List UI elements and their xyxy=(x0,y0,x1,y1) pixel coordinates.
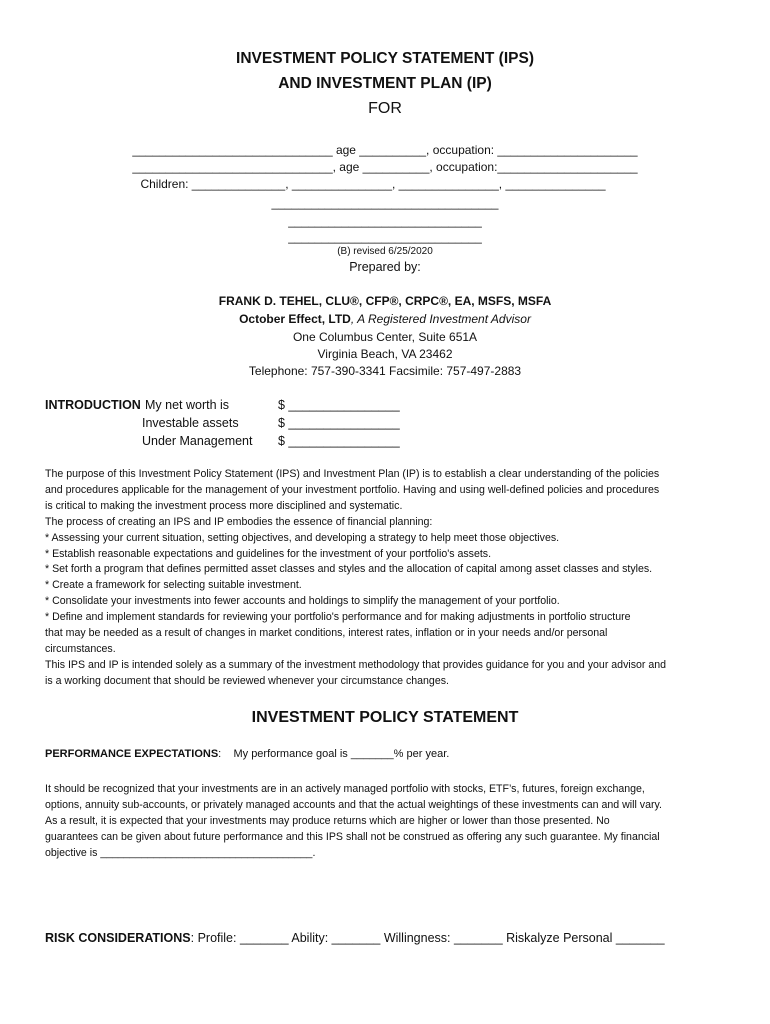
risk-label: RISK CONSIDERATIONS xyxy=(45,931,191,945)
performance-label: PERFORMANCE EXPECTATIONS xyxy=(45,748,219,760)
contact-phone-fax: Telephone: 757-390-3341 Facsimile: 757-497-2883 xyxy=(248,364,522,378)
purpose-line: This IPS and IP is intended solely as a summary of the investment methodology that provides guidance for you and your advisor and xyxy=(45,658,667,671)
financial-objective-field[interactable]: objective is ____________________________________. xyxy=(45,846,316,859)
document-title-line2: AND INVESTMENT PLAN (IP) xyxy=(278,75,492,92)
blank-line-3[interactable]: _____________________________ xyxy=(288,230,482,244)
net-worth-label: My net worth is xyxy=(145,398,230,412)
purpose-bullet: * Assessing your current situation, setting objectives, and developing a strategy to help meet those objectives. xyxy=(45,531,560,544)
address-line-2: Virginia Beach, VA 23462 xyxy=(317,347,453,361)
revision-date: (B) revised 6/25/2020 xyxy=(337,246,433,257)
purpose-line: is a working document that should be reviewed whenever your circumstance changes. xyxy=(45,674,449,687)
purpose-line: The process of creating an IPS and IP embodies the essence of financial planning: xyxy=(45,515,433,528)
advisor-name: FRANK D. TEHEL, CLU®, CFP®, CRPC®, EA, MSFS, MSFA xyxy=(218,294,552,308)
firm-description: , A Registered Investment Advisor xyxy=(350,312,531,326)
introduction-heading: INTRODUCTION xyxy=(45,398,141,412)
purpose-line: is critical to making the investment process more disciplined and systematic. xyxy=(45,499,403,512)
purpose-bullet: * Consolidate your investments into fewer accounts and holdings to simplify the management of your portfolio. xyxy=(45,595,560,608)
client-line-1[interactable]: ______________________________ age __________, occupation: _____________________ xyxy=(132,143,638,157)
prepared-by-label: Prepared by: xyxy=(349,260,421,274)
blank-line-1[interactable]: __________________________________ xyxy=(271,196,499,210)
recognition-line: It should be recognized that your investments are in an actively managed portfolio with stocks, ETF’s, futures, foreign exchange, xyxy=(45,783,645,795)
address-line-1: One Columbus Center, Suite 651A xyxy=(292,330,478,344)
under-management-label: Under Management xyxy=(142,434,253,448)
advisor-firm xyxy=(0,312,770,326)
ips-section-title: INVESTMENT POLICY STATEMENT xyxy=(251,709,519,726)
purpose-line: and procedures applicable for the management of your investment portfolio. Having and using well-defined policies and procedures xyxy=(45,483,660,496)
investable-assets-label: Investable assets xyxy=(142,416,239,430)
purpose-bullet: * Establish reasonable expectations and guidelines for the investment of your portfolio's assets. xyxy=(45,547,492,560)
blank-line-2[interactable]: _____________________________ xyxy=(288,214,482,228)
risk-fields[interactable]: : Profile: _______ Ability: _______ Willingness: _______ Riskalyze Personal _______ xyxy=(190,931,665,945)
recognition-line: options, annuity sub-accounts, or privately managed accounts and that the actual weightings of these investments can and will vary. xyxy=(45,798,662,811)
purpose-bullet: * Set forth a program that defines permitted asset classes and styles and the allocation of capital among asset classes and styles. xyxy=(45,563,653,576)
risk-considerations xyxy=(45,931,665,945)
for-label: FOR xyxy=(368,100,402,117)
investable-assets-field[interactable]: $ ________________ xyxy=(278,416,400,430)
purpose-line: circumstances. xyxy=(45,642,116,655)
purpose-line: that may be needed as a result of changes in market conditions, interest rates, inflation or in your needs and/or personal xyxy=(45,627,608,640)
document-title-line1: INVESTMENT POLICY STATEMENT (IPS) xyxy=(236,50,534,67)
net-worth-field[interactable]: $ ________________ xyxy=(278,398,400,412)
client-line-2[interactable]: ______________________________, age __________, occupation:_____________________ xyxy=(132,160,638,174)
firm-name: October Effect, LTD xyxy=(239,312,351,326)
purpose-section xyxy=(45,467,735,690)
purpose-bullet: * Define and implement standards for reviewing your portfolio's performance and for making adjustments in portfolio structure xyxy=(45,611,631,624)
recognition-line: As a result, it is expected that your investments may produce returns which are higher or lower than those presented. No xyxy=(45,814,610,827)
children-line[interactable]: Children: ______________, _______________, _______________, _______________ xyxy=(140,177,606,191)
performance-goal-field[interactable]: My performance goal is _______% per year. xyxy=(233,748,450,760)
purpose-bullet: * Create a framework for selecting suitable investment. xyxy=(45,579,302,592)
purpose-line: The purpose of this Investment Policy Statement (IPS) and Investment Plan (IP) is to establish a clear understanding of the policies xyxy=(45,468,660,480)
under-management-field[interactable]: $ ________________ xyxy=(278,434,400,448)
recognition-line: guarantees can be given about future performance and this IPS shall not be construed as offering any such guarantee. My financial xyxy=(45,830,660,843)
performance-expectations xyxy=(45,748,449,760)
recognition-paragraph xyxy=(45,782,735,862)
performance-colon: : xyxy=(218,748,222,760)
